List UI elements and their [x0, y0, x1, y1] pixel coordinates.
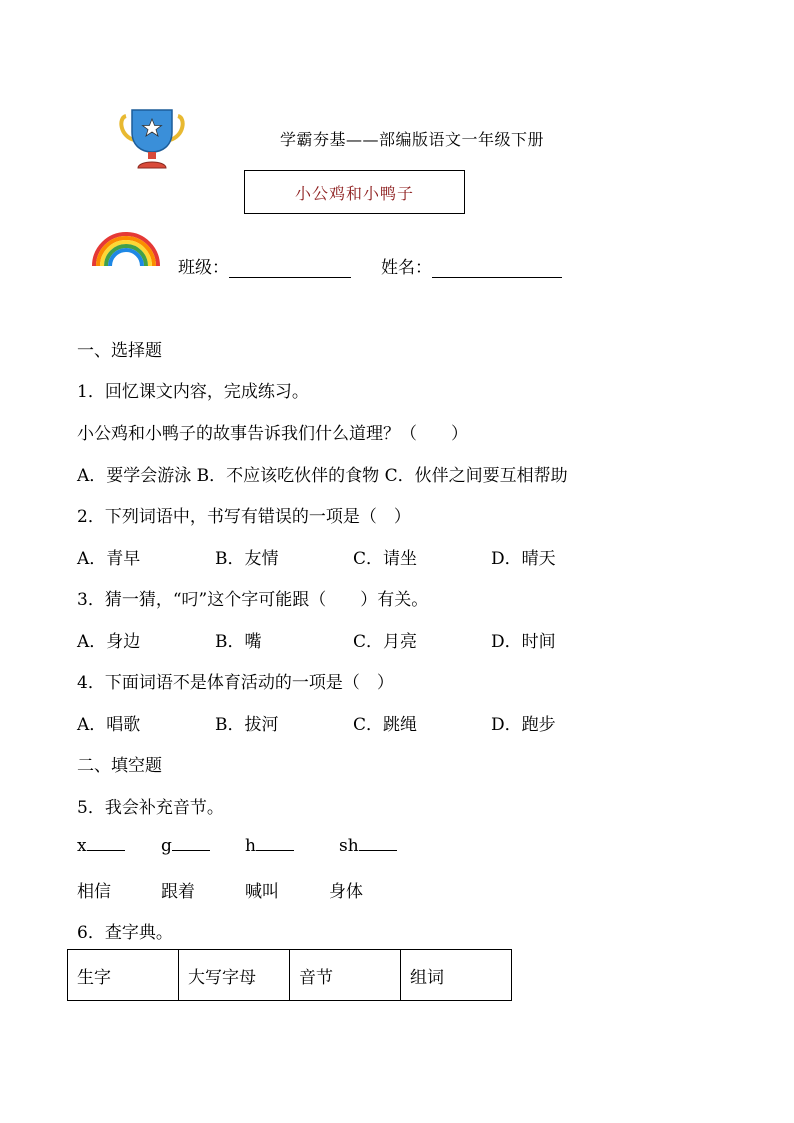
- section-choice-heading: 一、选择题: [77, 341, 162, 361]
- q1-options: A．要学会游泳 B．不应该吃伙伴的食物 C．伙伴之间要互相帮助: [77, 466, 568, 486]
- q5-pinyin-4: [339, 836, 397, 856]
- rainbow-icon: [90, 226, 162, 268]
- q1-sub: 小公鸡和小鸭子的故事告诉我们什么道理？（ ）: [77, 424, 468, 444]
- lesson-title-box: [244, 170, 465, 214]
- q2-option-d: D．晴天: [491, 549, 556, 569]
- section-fill-heading: 二、填空题: [77, 756, 162, 776]
- q5-stem: 5．我会补充音节。: [77, 798, 224, 818]
- q6-stem: 6．查字典。: [77, 923, 173, 943]
- q3-option-d: D．时间: [491, 632, 556, 652]
- table-header-cell: 组词: [401, 950, 512, 1001]
- table-header-cell: 音节: [290, 950, 401, 1001]
- class-label: 班级：: [178, 258, 229, 278]
- q3-option-a: A．身边: [77, 632, 141, 652]
- q2-option-a: A．青早: [77, 549, 141, 569]
- q5-pinyin-2: [161, 836, 210, 856]
- name-label: 姓名：: [381, 258, 432, 278]
- q1-stem: 1．回忆课文内容，完成练习。: [77, 382, 309, 402]
- q4-stem: 4．下面词语不是体育活动的一项是（ ）: [77, 673, 394, 693]
- q2-option-c: C．请坐: [353, 549, 418, 569]
- q2-option-b: B．友情: [215, 549, 279, 569]
- lesson-title: 小公鸡和小鸭子: [294, 183, 414, 203]
- q3-option-b: B．嘴: [215, 632, 262, 652]
- class-blank[interactable]: [229, 259, 351, 278]
- q5-pinyin-1-initial: x: [77, 836, 87, 856]
- q3-stem: 3．猜一猜，“叼”这个字可能跟（ ）有关。: [77, 590, 429, 610]
- name-blank[interactable]: [432, 259, 562, 278]
- q3-option-c: C．月亮: [353, 632, 418, 652]
- q5-word-3: 喊叫: [245, 882, 279, 902]
- table-header-cell: 大写字母: [179, 950, 290, 1001]
- q5-pinyin-4-blank[interactable]: [359, 836, 397, 851]
- q4-option-a: A．唱歌: [77, 715, 141, 735]
- q5-pinyin-3: [245, 836, 294, 856]
- page-header-title: 学霸夯基——部编版语文一年级下册: [280, 130, 545, 149]
- q5-pinyin-1: [77, 836, 125, 856]
- table-header-cell: 生字: [68, 950, 179, 1001]
- q5-pinyin-3-blank[interactable]: [256, 836, 294, 851]
- q5-pinyin-1-blank[interactable]: [87, 836, 125, 851]
- q4-option-d: D．跑步: [491, 715, 556, 735]
- q5-pinyin-4-initial: sh: [339, 836, 359, 856]
- q5-word-1: 相信: [77, 882, 111, 902]
- q5-word-4: 身体: [329, 882, 363, 902]
- q5-pinyin-2-blank[interactable]: [172, 836, 210, 851]
- q4-option-c: C．跳绳: [353, 715, 418, 735]
- table-row: [68, 950, 512, 1001]
- q5-pinyin-2-initial: g: [161, 836, 172, 856]
- q5-word-2: 跟着: [161, 882, 195, 902]
- trophy-icon: [116, 106, 188, 170]
- q2-stem: 2．下列词语中，书写有错误的一项是（ ）: [77, 507, 411, 527]
- student-info-row: [178, 253, 562, 278]
- q5-pinyin-3-initial: h: [245, 836, 256, 856]
- q4-option-b: B．拔河: [215, 715, 279, 735]
- dictionary-table: [67, 949, 512, 1001]
